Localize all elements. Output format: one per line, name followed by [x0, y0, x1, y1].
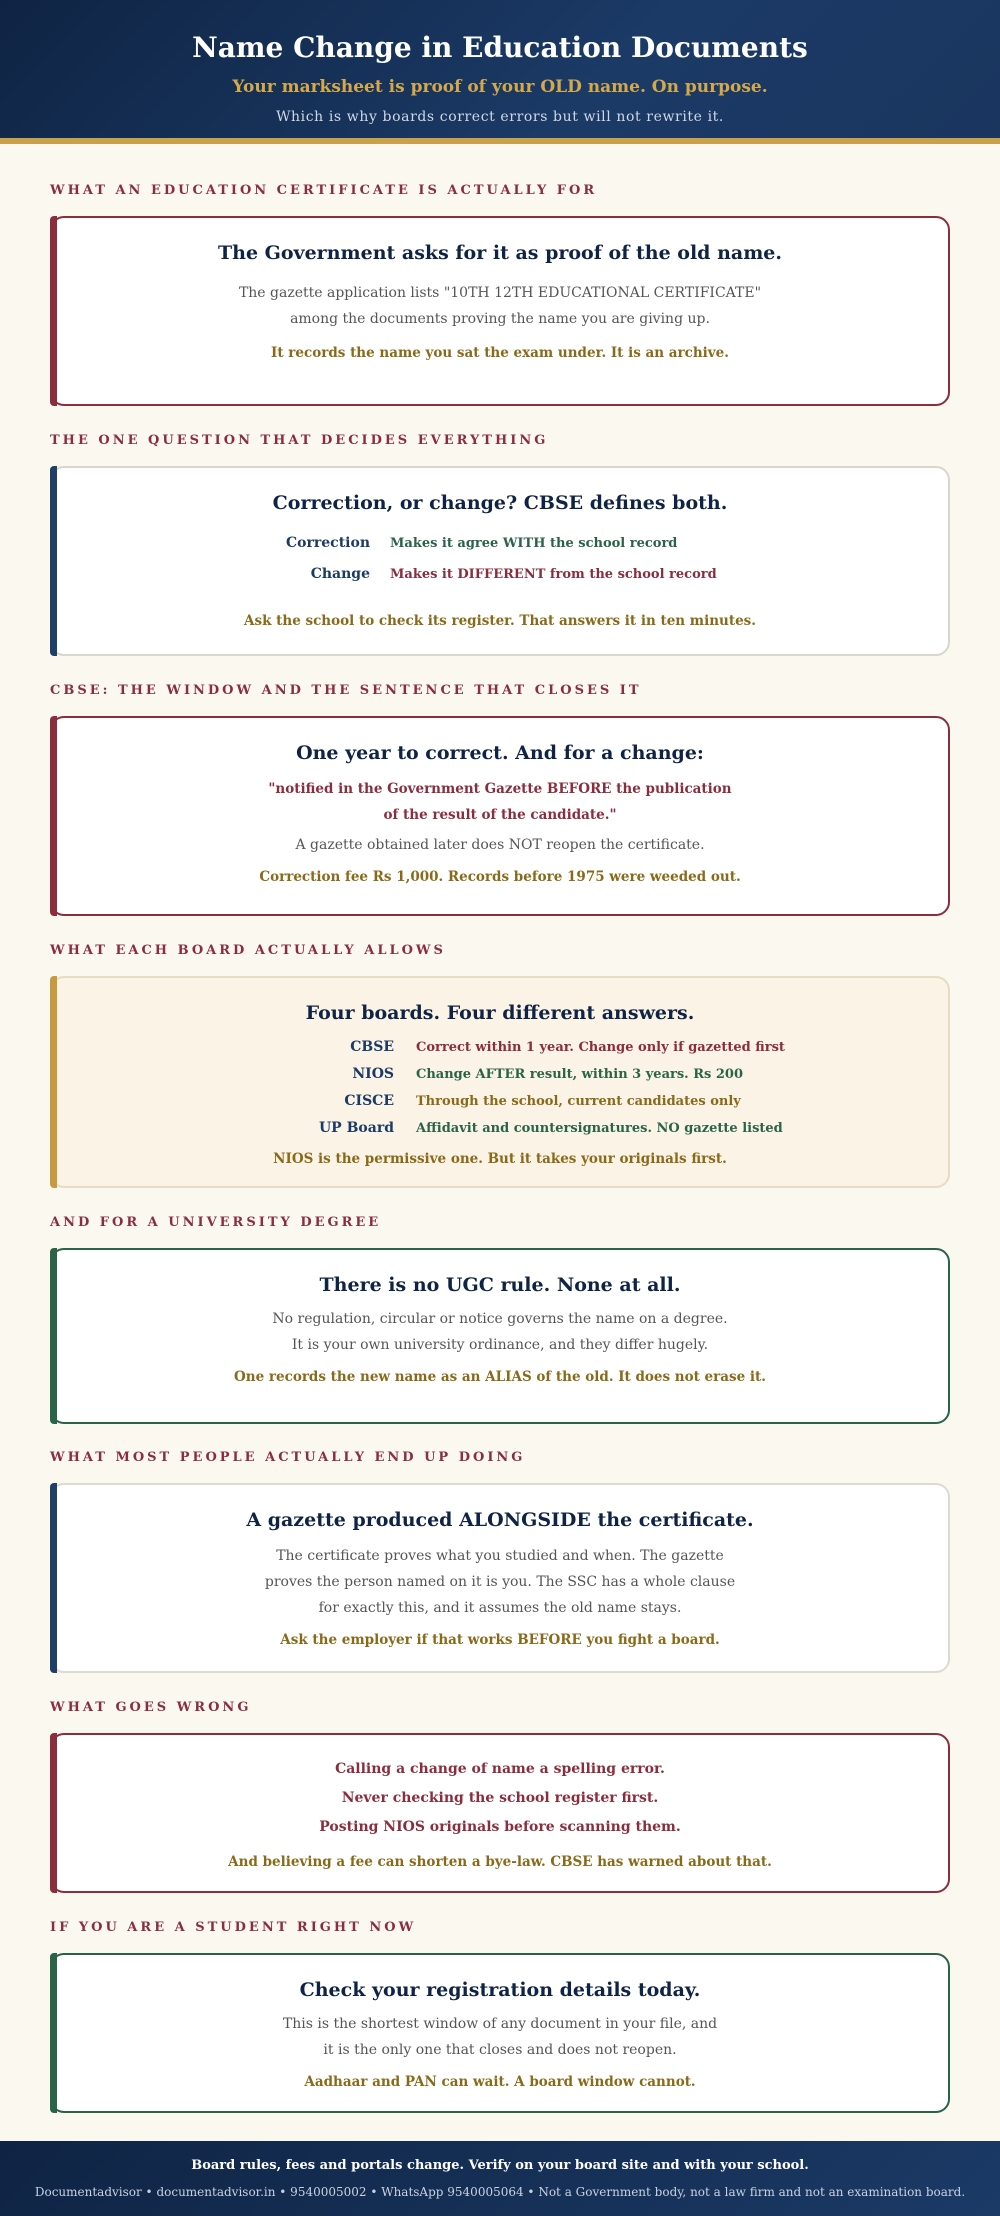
section-question — [50, 432, 950, 656]
card-heading: Correction, or change? CBSE defines both. — [272, 492, 728, 514]
section-label: WHAT MOST PEOPLE ACTUALLY END UP DOING — [50, 1450, 526, 1465]
board-name: CISCE — [344, 1093, 394, 1109]
card-accent: It records the name you sat the exam under. It is an archive. — [271, 345, 729, 361]
section-cbse — [50, 682, 950, 916]
card-purpose — [50, 216, 950, 406]
definition-row — [92, 528, 908, 559]
card-heading: Check your registration details today. — [299, 1979, 701, 2001]
definition-term: Change — [310, 566, 370, 582]
section-boards — [50, 942, 950, 1188]
section-label: AND FOR A UNIVERSITY DEGREE — [50, 1215, 382, 1230]
section-common-path — [50, 1449, 950, 1673]
board-row — [92, 1034, 908, 1061]
mistake-item: Never checking the school register first. — [341, 1790, 659, 1806]
board-rule: Affidavit and countersignatures. NO gazette listed — [416, 1121, 783, 1136]
card-boards — [50, 976, 950, 1188]
card-accent: Aadhaar and PAN can wait. A board window cannot. — [304, 2074, 696, 2090]
card-heading: There is no UGC rule. None at all. — [319, 1274, 681, 1296]
card-line: It is your own university ordinance, and they differ hugely. — [291, 1337, 709, 1353]
section-student — [50, 1919, 950, 2113]
card-line: The gazette application lists "10TH 12TH EDUCATIONAL CERTIFICATE" — [238, 285, 762, 301]
card-common-path — [50, 1483, 950, 1673]
card-heading: The Government asks for it as proof of the old name. — [218, 242, 782, 264]
board-row — [92, 1088, 908, 1115]
card-accent: NIOS is the permissive one. But it takes your originals first. — [273, 1151, 727, 1167]
footer-contact: Documentadvisor • documentadvisor.in • 9540005002 • WhatsApp 9540005064 • Not a Government body, not a law firm and not an examination board. — [34, 2185, 966, 2199]
definition-row — [92, 559, 908, 590]
board-rule: Through the school, current candidates only — [416, 1094, 741, 1109]
card-line: for exactly this, and it assumes the old name stays. — [318, 1600, 682, 1616]
card-student — [50, 1953, 950, 2113]
section-label: WHAT AN EDUCATION CERTIFICATE IS ACTUALLY FOR — [50, 183, 598, 198]
board-name: UP Board — [318, 1120, 394, 1136]
card-accent: Correction fee Rs 1,000. Records before 1975 were weeded out. — [259, 869, 741, 885]
board-rule: Correct within 1 year. Change only if gazetted first — [416, 1040, 785, 1055]
card-accent: Ask the employer if that works BEFORE you fight a board. — [280, 1632, 720, 1648]
board-name: NIOS — [352, 1066, 394, 1082]
card-line: The certificate proves what you studied and when. The gazette — [276, 1548, 724, 1564]
footer-disclaimer: Board rules, fees and portals change. Verify on your board site and with your school. — [191, 2158, 809, 2173]
definition-value: Makes it agree WITH the school record — [390, 536, 678, 551]
mistake-item: Calling a change of name a spelling error. — [335, 1761, 665, 1777]
card-line: it is the only one that closes and does not reopen. — [323, 2042, 677, 2058]
card-line: A gazette obtained later does NOT reopen the certificate. — [295, 837, 705, 853]
card-accent: One records the new name as an ALIAS of the old. It does not erase it. — [234, 1369, 766, 1385]
card-heading: Four boards. Four different answers. — [305, 1002, 695, 1024]
page-title: Name Change in Education Documents — [192, 31, 808, 64]
board-row — [92, 1115, 908, 1142]
section-label: IF YOU ARE A STUDENT RIGHT NOW — [50, 1920, 417, 1935]
card-heading: One year to correct. And for a change: — [296, 742, 704, 764]
section-mistakes — [50, 1699, 950, 1893]
definition-term: Correction — [286, 535, 370, 551]
card-question — [50, 466, 950, 656]
card-accent: Ask the school to check its register. That answers it in ten minutes. — [244, 613, 756, 629]
card-line: No regulation, circular or notice governs the name on a degree. — [272, 1311, 728, 1327]
section-purpose — [50, 182, 950, 406]
card-heading: A gazette produced ALONGSIDE the certificate. — [246, 1509, 754, 1531]
page-header — [0, 0, 1000, 144]
page-tagline: Which is why boards correct errors but will not rewrite it. — [276, 109, 724, 125]
section-university — [50, 1214, 950, 1424]
card-accent: And believing a fee can shorten a bye-law. CBSE has warned about that. — [228, 1854, 772, 1870]
section-label: CBSE: THE WINDOW AND THE SENTENCE THAT CLOSES IT — [50, 683, 642, 698]
card-quote: "notified in the Government Gazette BEFORE the publication — [268, 781, 732, 797]
page-subtitle: Your marksheet is proof of your OLD name. On purpose. — [232, 77, 768, 97]
card-mistakes — [50, 1733, 950, 1893]
mistake-item: Posting NIOS originals before scanning them. — [319, 1819, 681, 1835]
board-rule: Change AFTER result, within 3 years. Rs 200 — [416, 1067, 743, 1082]
board-row — [92, 1061, 908, 1088]
card-line: This is the shortest window of any document in your file, and — [282, 2016, 718, 2032]
section-label: WHAT EACH BOARD ACTUALLY ALLOWS — [50, 943, 446, 958]
board-name: CBSE — [350, 1039, 394, 1055]
card-line: proves the person named on it is you. The SSC has a whole clause — [264, 1574, 736, 1590]
card-university — [50, 1248, 950, 1424]
page-footer — [0, 2141, 1000, 2216]
definition-value: Makes it DIFFERENT from the school record — [390, 567, 717, 582]
section-label: WHAT GOES WRONG — [50, 1700, 252, 1715]
card-cbse — [50, 716, 950, 916]
section-label: THE ONE QUESTION THAT DECIDES EVERYTHING — [50, 433, 549, 448]
card-line: among the documents proving the name you are giving up. — [290, 311, 710, 327]
card-quote: of the result of the candidate." — [383, 807, 617, 823]
